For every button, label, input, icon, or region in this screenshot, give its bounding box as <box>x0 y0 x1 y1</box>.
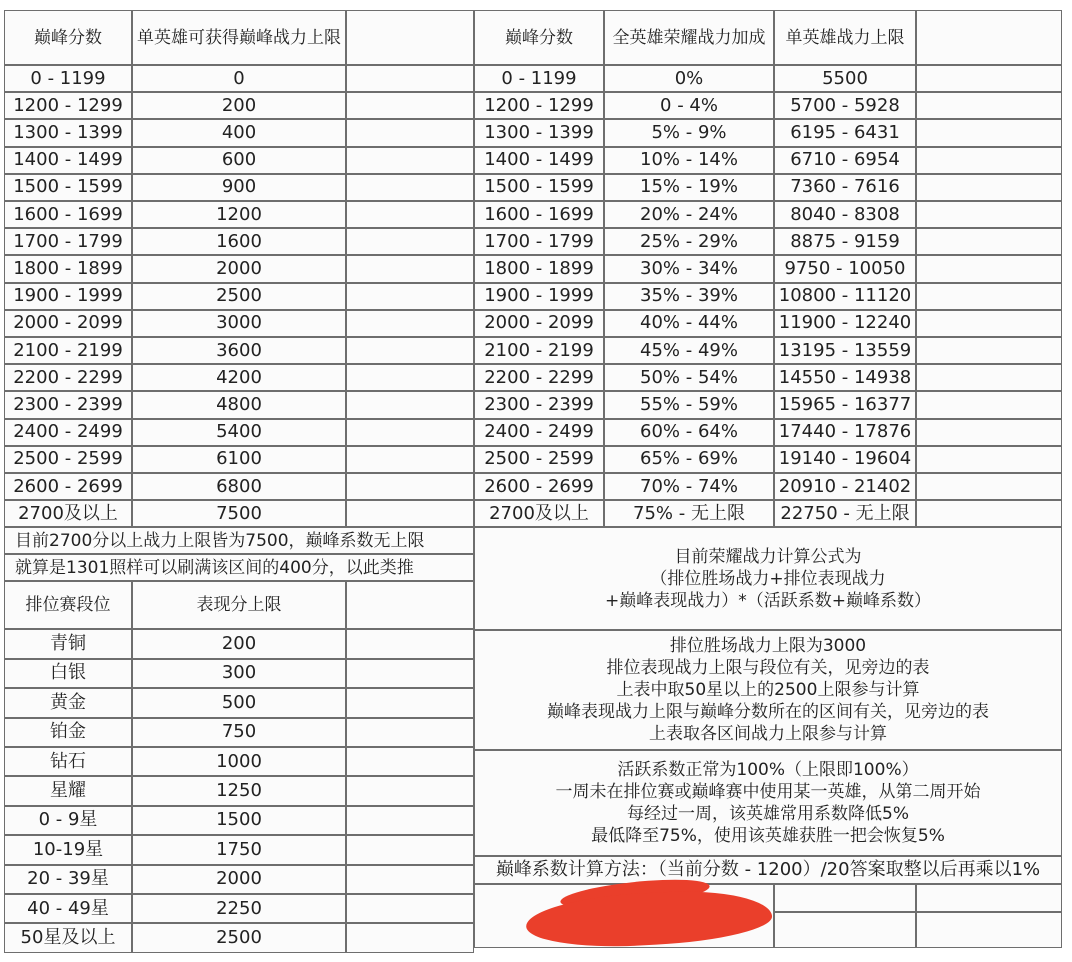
right-row-cap: 5700 - 5928 <box>774 92 916 119</box>
right-row-score: 1400 - 1499 <box>474 147 604 174</box>
left-row-limit: 1200 <box>132 201 346 228</box>
right-row-bonus: 10% - 14% <box>604 147 774 174</box>
active-coef-box <box>474 750 1062 856</box>
right-row-score: 2200 - 2299 <box>474 364 604 391</box>
right-row-empty <box>916 473 1062 500</box>
right-row-cap: 8875 - 9159 <box>774 228 916 255</box>
limits-box-line: 上表取各区间战力上限参与计算 <box>649 724 887 745</box>
right-row-cap: 22750 - 无上限 <box>774 500 916 527</box>
right-row-cap: 17440 - 17876 <box>774 419 916 446</box>
left-row-empty <box>346 500 474 527</box>
right-row-score: 2400 - 2499 <box>474 419 604 446</box>
right-row-cap: 8040 - 8308 <box>774 201 916 228</box>
rank-row-score: 2250 <box>132 894 346 923</box>
right-row-bonus: 40% - 44% <box>604 310 774 337</box>
left-row-limit: 0 <box>132 65 346 92</box>
rank-row-score: 2000 <box>132 865 346 894</box>
left-row-limit: 1600 <box>132 228 346 255</box>
right-row-cap: 14550 - 14938 <box>774 364 916 391</box>
rank-row-score: 750 <box>132 718 346 747</box>
rank-row-tier: 钻石 <box>4 747 132 776</box>
left-row-limit: 5400 <box>132 419 346 446</box>
formula-box-line: +巅峰表现战力）*（活跃系数+巅峰系数） <box>605 590 931 611</box>
active-coef-box-line: 活跃系数正常为100%（上限即100%） <box>617 760 919 781</box>
rank-row-empty <box>346 806 474 835</box>
empty-cell <box>916 884 1062 912</box>
rank-row-empty <box>346 629 474 658</box>
left-row-score: 2500 - 2599 <box>4 446 132 473</box>
active-coef-box-line: 最低降至75%，使用该英雄获胜一把会恢复5% <box>591 826 945 847</box>
left-row-empty <box>346 337 474 364</box>
left-row-empty <box>346 65 474 92</box>
rank-row-score: 2500 <box>132 923 346 952</box>
rank-header-empty <box>346 581 474 629</box>
right-row-bonus: 50% - 54% <box>604 364 774 391</box>
spreadsheet <box>4 10 1062 948</box>
left-row-limit: 2000 <box>132 255 346 282</box>
right-row-empty <box>916 500 1062 527</box>
left-row-empty <box>346 201 474 228</box>
rank-header-score: 表现分上限 <box>132 581 346 629</box>
right-row-bonus: 70% - 74% <box>604 473 774 500</box>
empty-cell <box>916 912 1062 948</box>
left-row-score: 2300 - 2399 <box>4 391 132 418</box>
rank-row-tier: 铂金 <box>4 718 132 747</box>
rank-row-tier: 星耀 <box>4 776 132 805</box>
rank-row-tier: 20 - 39星 <box>4 865 132 894</box>
left-row-empty <box>346 446 474 473</box>
right-row-bonus: 75% - 无上限 <box>604 500 774 527</box>
right-row-empty <box>916 228 1062 255</box>
rank-row-score: 300 <box>132 659 346 688</box>
right-row-empty <box>916 364 1062 391</box>
right-row-cap: 6710 - 6954 <box>774 147 916 174</box>
left-row-empty <box>346 255 474 282</box>
right-row-empty <box>916 65 1062 92</box>
right-row-cap: 11900 - 12240 <box>774 310 916 337</box>
left-row-score: 2600 - 2699 <box>4 473 132 500</box>
right-row-empty <box>916 337 1062 364</box>
right-row-empty <box>916 92 1062 119</box>
rank-row-tier: 0 - 9星 <box>4 806 132 835</box>
left-row-limit: 3600 <box>132 337 346 364</box>
left-row-score: 2000 - 2099 <box>4 310 132 337</box>
left-row-empty <box>346 364 474 391</box>
right-row-cap: 9750 - 10050 <box>774 255 916 282</box>
rank-row-tier: 青铜 <box>4 629 132 658</box>
right-row-score: 2700及以上 <box>474 500 604 527</box>
left-row-empty <box>346 283 474 310</box>
rank-row-empty <box>346 776 474 805</box>
left-row-score: 1600 - 1699 <box>4 201 132 228</box>
right-row-bonus: 35% - 39% <box>604 283 774 310</box>
left-row-score: 1400 - 1499 <box>4 147 132 174</box>
right-row-score: 2100 - 2199 <box>474 337 604 364</box>
right-row-score: 1300 - 1399 <box>474 119 604 146</box>
left-row-empty <box>346 419 474 446</box>
rank-row-empty <box>346 747 474 776</box>
left-row-limit: 900 <box>132 174 346 201</box>
peak-coef-formula: 巅峰系数计算方法：（当前分数 - 1200）/20答案取整以后再乘以1% <box>474 856 1062 884</box>
left-header-limit: 单英雄可获得巅峰战力上限 <box>132 10 346 65</box>
right-row-score: 0 - 1199 <box>474 65 604 92</box>
rank-header-tier: 排位赛段位 <box>4 581 132 629</box>
rank-row-empty <box>346 688 474 717</box>
rank-row-tier: 黄金 <box>4 688 132 717</box>
empty-cell <box>774 884 916 912</box>
limits-box-line: 上表中取50星以上的2500上限参与计算 <box>616 680 920 701</box>
right-row-bonus: 65% - 69% <box>604 446 774 473</box>
right-header-bonus: 全英雄荣耀战力加成 <box>604 10 774 65</box>
right-row-score: 1800 - 1899 <box>474 255 604 282</box>
limits-box <box>474 630 1062 750</box>
active-coef-box-line: 一周未在排位赛或巅峰赛中使用某一英雄，从第二周开始 <box>555 782 981 803</box>
right-header-cap: 单英雄战力上限 <box>774 10 916 65</box>
rank-row-empty <box>346 718 474 747</box>
right-header-score: 巅峰分数 <box>474 10 604 65</box>
right-row-empty <box>916 391 1062 418</box>
rank-row-tier: 40 - 49星 <box>4 894 132 923</box>
rank-row-score: 1500 <box>132 806 346 835</box>
left-row-score: 2200 - 2299 <box>4 364 132 391</box>
right-row-score: 1200 - 1299 <box>474 92 604 119</box>
right-row-empty <box>916 419 1062 446</box>
right-row-bonus: 20% - 24% <box>604 201 774 228</box>
right-row-score: 1500 - 1599 <box>474 174 604 201</box>
rank-row-score: 1250 <box>132 776 346 805</box>
active-coef-box-line: 每经过一周，该英雄常用系数降低5% <box>627 804 909 825</box>
right-row-bonus: 15% - 19% <box>604 174 774 201</box>
rank-row-tier: 10-19星 <box>4 835 132 864</box>
right-row-cap: 13195 - 13559 <box>774 337 916 364</box>
left-row-score: 2100 - 2199 <box>4 337 132 364</box>
right-row-empty <box>916 174 1062 201</box>
rank-row-empty <box>346 923 474 952</box>
right-row-score: 2000 - 2099 <box>474 310 604 337</box>
right-row-cap: 7360 - 7616 <box>774 174 916 201</box>
left-row-limit: 4200 <box>132 364 346 391</box>
right-row-score: 1900 - 1999 <box>474 283 604 310</box>
left-row-empty <box>346 147 474 174</box>
right-header-empty <box>916 10 1062 65</box>
right-row-cap: 20910 - 21402 <box>774 473 916 500</box>
right-row-empty <box>916 147 1062 174</box>
right-row-bonus: 25% - 29% <box>604 228 774 255</box>
limits-box-line: 排位表现战力上限与段位有关，见旁边的表 <box>606 658 930 679</box>
left-row-score: 1200 - 1299 <box>4 92 132 119</box>
right-row-cap: 5500 <box>774 65 916 92</box>
left-row-score: 0 - 1199 <box>4 65 132 92</box>
right-row-bonus: 30% - 34% <box>604 255 774 282</box>
left-row-limit: 4800 <box>132 391 346 418</box>
right-row-bonus: 0% <box>604 65 774 92</box>
right-row-empty <box>916 283 1062 310</box>
left-row-limit: 7500 <box>132 500 346 527</box>
right-row-cap: 15965 - 16377 <box>774 391 916 418</box>
rank-row-score: 200 <box>132 629 346 658</box>
right-row-score: 2500 - 2599 <box>474 446 604 473</box>
right-row-empty <box>916 119 1062 146</box>
right-row-bonus: 55% - 59% <box>604 391 774 418</box>
left-row-score: 1300 - 1399 <box>4 119 132 146</box>
left-row-empty <box>346 119 474 146</box>
right-row-score: 2600 - 2699 <box>474 473 604 500</box>
rank-row-tier: 白银 <box>4 659 132 688</box>
rank-row-tier: 50星及以上 <box>4 923 132 952</box>
left-row-limit: 200 <box>132 92 346 119</box>
right-row-empty <box>916 201 1062 228</box>
formula-box-line: 目前荣耀战力计算公式为 <box>674 546 862 567</box>
left-row-score: 1800 - 1899 <box>4 255 132 282</box>
right-row-bonus: 60% - 64% <box>604 419 774 446</box>
left-row-empty <box>346 92 474 119</box>
right-row-score: 1600 - 1699 <box>474 201 604 228</box>
limits-box-line: 巅峰表现战力上限与巅峰分数所在的区间有关，见旁边的表 <box>547 702 989 723</box>
right-row-bonus: 5% - 9% <box>604 119 774 146</box>
left-row-score: 2700及以上 <box>4 500 132 527</box>
left-row-score: 1500 - 1599 <box>4 174 132 201</box>
left-row-empty <box>346 473 474 500</box>
left-row-score: 1900 - 1999 <box>4 283 132 310</box>
formula-box-line: （排位胜场战力+排位表现战力 <box>650 568 886 589</box>
right-row-bonus: 45% - 49% <box>604 337 774 364</box>
left-row-limit: 6100 <box>132 446 346 473</box>
limits-box-line: 排位胜场战力上限为3000 <box>669 636 867 657</box>
left-row-empty <box>346 228 474 255</box>
right-row-cap: 10800 - 11120 <box>774 283 916 310</box>
rank-row-empty <box>346 659 474 688</box>
left-row-limit: 2500 <box>132 283 346 310</box>
left-row-limit: 400 <box>132 119 346 146</box>
right-row-score: 2300 - 2399 <box>474 391 604 418</box>
left-row-limit: 6800 <box>132 473 346 500</box>
left-header-score: 巅峰分数 <box>4 10 132 65</box>
left-row-limit: 600 <box>132 147 346 174</box>
right-row-score: 1700 - 1799 <box>474 228 604 255</box>
note-line-2: 就算是1301照样可以刷满该区间的400分，以此类推 <box>4 554 474 581</box>
rank-row-score: 1000 <box>132 747 346 776</box>
left-row-empty <box>346 391 474 418</box>
right-row-cap: 6195 - 6431 <box>774 119 916 146</box>
rank-row-empty <box>346 894 474 923</box>
empty-cell <box>774 912 916 948</box>
left-row-empty <box>346 174 474 201</box>
left-row-score: 1700 - 1799 <box>4 228 132 255</box>
left-header-empty <box>346 10 474 65</box>
left-row-limit: 3000 <box>132 310 346 337</box>
right-row-empty <box>916 310 1062 337</box>
rank-row-score: 1750 <box>132 835 346 864</box>
right-row-bonus: 0 - 4% <box>604 92 774 119</box>
right-row-empty <box>916 255 1062 282</box>
note-line-1: 目前2700分以上战力上限皆为7500，巅峰系数无上限 <box>4 527 474 554</box>
rank-row-empty <box>346 835 474 864</box>
left-row-score: 2400 - 2499 <box>4 419 132 446</box>
rank-row-empty <box>346 865 474 894</box>
formula-box <box>474 527 1062 630</box>
rank-row-score: 500 <box>132 688 346 717</box>
left-row-empty <box>346 310 474 337</box>
right-row-empty <box>916 446 1062 473</box>
right-row-cap: 19140 - 19604 <box>774 446 916 473</box>
